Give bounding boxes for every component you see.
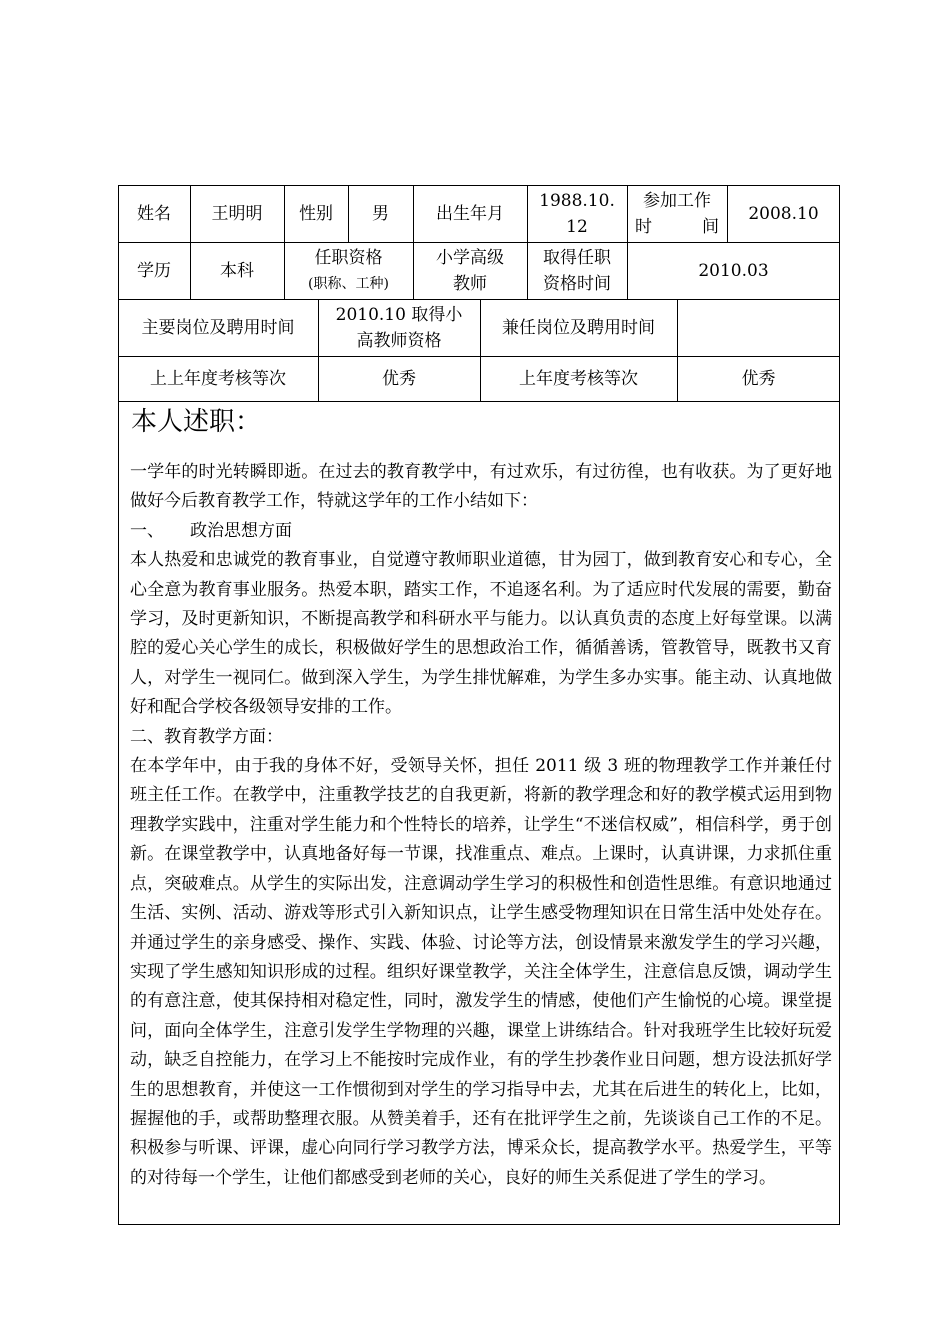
education-label: 学历 xyxy=(137,260,171,281)
name-value: 王明明 xyxy=(211,203,263,224)
section1-heading xyxy=(130,517,832,546)
education-value: 本科 xyxy=(220,260,254,281)
section2-heading: 二、教育教学方面： xyxy=(130,726,283,747)
qualification-label: 任职资格 (职称、工种) xyxy=(308,247,389,292)
name-label: 姓名 xyxy=(137,203,171,224)
prev2-rating-label: 上上年度考核等次 xyxy=(150,368,286,389)
main-post-label: 主要岗位及聘用时间 xyxy=(141,317,295,338)
second-post-value xyxy=(677,299,840,356)
prev1-rating-value: 优秀 xyxy=(741,368,776,389)
work-start-label: 参加工作 时 间 xyxy=(635,190,719,237)
section1-paragraph: 本人热爱和忠诚党的教育事业，自觉遵守教师职业道德，甘为园丁，做到教育安心和专心，全心全意为教育事业服务。热爱本职，踏实工作，不追逐名利。为了适应时代发展的需要，勤奋学习，及时更新知识，不断提高教学和科研水平与能力。以认真负责的态度上好每堂课。以满腔的爱心关心学生的成长，积极做好学生的思想政治工作，循循善诱，管教管导，既教书又育人，对学生一视同仁。做到深入学生，为学生排忧解难，为学生多办实事。能主动、认真地做好和配合学校各级领导安排的工作。 xyxy=(130,550,832,718)
work-start-value: 2008.10 xyxy=(748,203,819,224)
row-divider xyxy=(118,401,840,402)
second-post-label: 兼任岗位及聘用时间 xyxy=(502,317,655,338)
qualification-time-label: 取得任职 资格时间 xyxy=(543,247,611,294)
main-post-value: 2010.10 取得小 高教师资格 xyxy=(335,304,463,351)
prev2-rating-value: 优秀 xyxy=(382,368,416,389)
qualification-value: 小学高级 教师 xyxy=(436,247,504,294)
intro-paragraph: 一学年的时光转瞬即逝。在过去的教育教学中，有过欢乐，有过彷徨，也有收获。为了更好地做好今后教育教学工作，特就这学年的工作小结如下： xyxy=(130,462,832,512)
gender-label: 性别 xyxy=(299,203,333,224)
prev1-rating-label: 上年度考核等次 xyxy=(519,368,638,389)
section1-number: 一、 xyxy=(130,520,164,541)
birth-label: 出生年月 xyxy=(436,203,504,224)
qualification-time-value: 2010.03 xyxy=(698,260,769,281)
section1-title: 政治思想方面 xyxy=(190,520,292,541)
statement-heading: 本人述职： xyxy=(131,407,262,437)
gender-value: 男 xyxy=(372,203,389,224)
statement-body xyxy=(130,458,832,1193)
section2-paragraph: 在本学年中，由于我的身体不好，受领导关怀，担任 2011 级 3 班的物理教学工作并兼任付班主任工作。在教学中，注重教学技艺的自我更新，将新的教学理念和好的教学模式运用到物理教学实践中，注重对学生能力和个性特长的培养，让学生“不迷信权威”，相信科学，勇于创新。在课堂教学中，认真地备好每一节课，找准重点、难点。上课时，认真讲课，力求抓住重点，突破难点。从学生的实际出发，注意调动学生学习的积极性和创造性思维。有意识地通过生活、实例、活动、游戏等形式引入新知识点，让学生感受物理知识在日常生活中处处存在。并通过学生的亲身感受、操作、实践、体验、讨论等方法，创设情景来激发学生的学习兴趣，实现了学生感知知识形成的过程。组织好课堂教学，关注全体学生，注意信息反馈，调动学生的有意注意，使其保持相对稳定性，同时，激发学生的情感，使他们产生愉悦的心境。课堂提问，面向全体学生，注意引发学生学物理的兴趣，课堂上讲练结合。针对我班学生比较好玩爱动，缺乏自控能力，在学习上不能按时完成作业，有的学生抄袭作业日问题，想方设法抓好学生的思想教育，并使这一工作惯彻到对学生的学习指导中去，尤其在后进生的转化上，比如，握握他的手，或帮助整理衣服。从赞美着手，还有在批评学生之前，先谈谈自己工作的不足。积极参与听课、评课，虚心向同行学习教学方法，博采众长，提高教学水平。热爱学生，平等的对待每一个学生，让他们都感受到老师的关心，良好的师生关系促进了学生的学习。 xyxy=(130,756,832,1188)
birth-value: 1988.10. 12 xyxy=(539,190,615,237)
